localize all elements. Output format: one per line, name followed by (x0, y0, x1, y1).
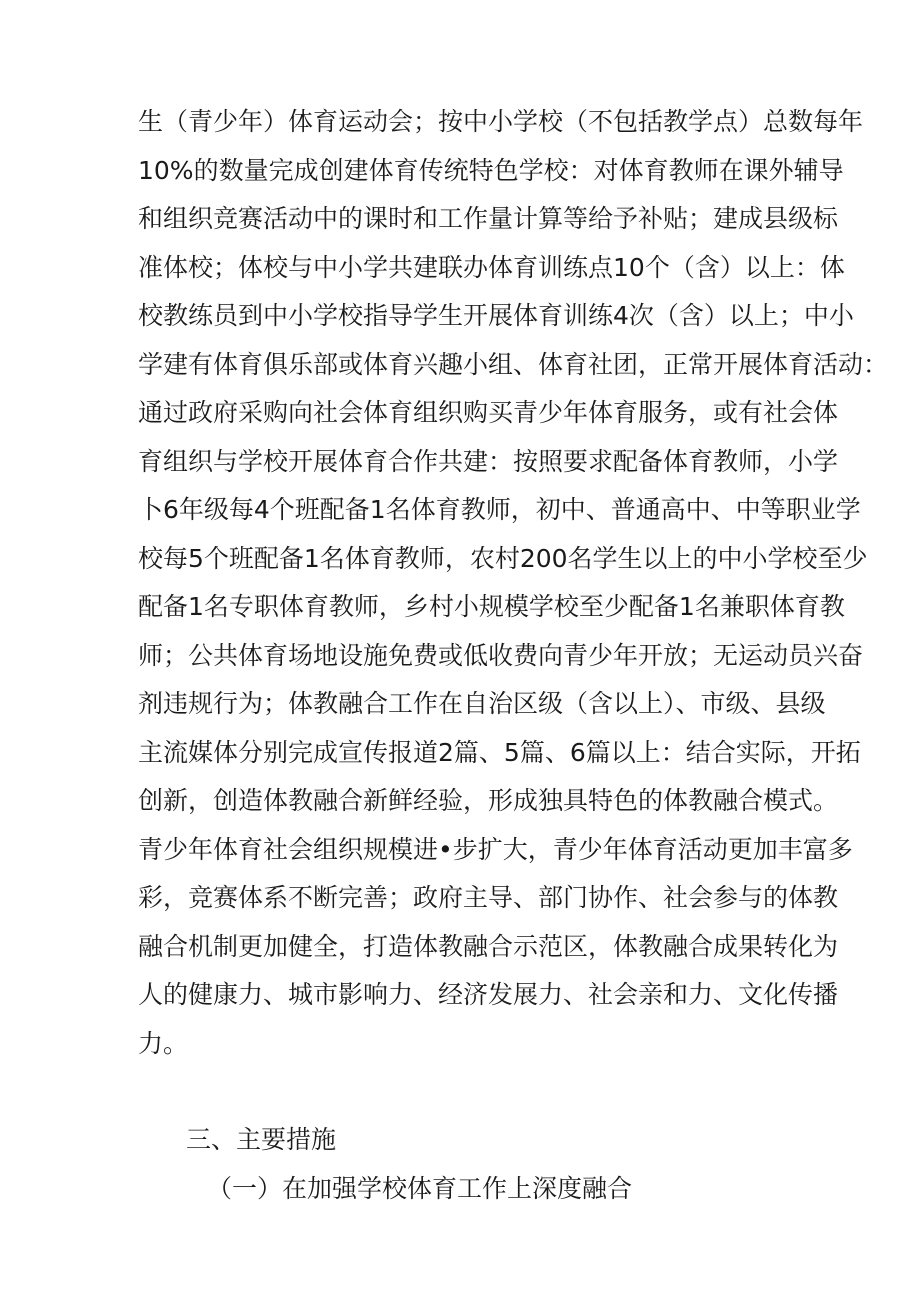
paragraph-line: 人的健康力、城市影响力、经济发展力、社会亲和力、文化传播 (138, 980, 839, 1009)
paragraph-line: 剂违规行为；体教融合工作在自治区级（含以上）、市级、县级 (138, 689, 826, 718)
body-paragraph (138, 98, 889, 1068)
paragraph-line: 卜6年级每4个班配备1名体育教师，初中、普通高中、中等职业学 (138, 495, 861, 524)
paragraph-line: 和组织竞赛活动中的课时和工作量计算等给予补贴；建成县级标 (138, 204, 839, 233)
paragraph-line: 彩，竞赛体系不断完善；政府主导、部门协作、社会参与的体教 (138, 883, 839, 912)
paragraph-line: 校每5个班配备1名体育教师，农村200名学生以上的中小学校至少 (138, 543, 868, 573)
paragraph-line: 力。 (138, 1028, 189, 1058)
paragraph-line: 10%的数量完成创建体育传统特色学校：对体育教师在课外辅导 (138, 155, 844, 185)
section-heading: 三、主要措施 (186, 1125, 337, 1154)
paragraph-line: 学建有体育俱乐部或体育兴趣小组、体育社团，正常开展体育活动： (138, 349, 889, 379)
paragraph-line: 生（青少年）体育运动会；按中小学校（不包括教学点）总数每年 (138, 107, 864, 136)
paragraph-line: 配备1名专职体育教师，乡村小规模学校至少配备1名兼职体育教 (138, 592, 845, 621)
paragraph-line: 校教练员到中小学校指导学生开展体育训练4次（含）以上；中小 (138, 301, 854, 330)
paragraph-line: 主流媒体分别完成宣传报道2篇、5篇、6篇以上：结合实际，开拓 (138, 737, 861, 767)
paragraph-line: 师；公共体育场地设施免费或低收费向青少年开放；无运动员兴奋 (138, 640, 864, 670)
subsection-heading: （一）在加强学校体育工作上深度融合 (207, 1174, 633, 1203)
paragraph-line: 创新，创造体教融合新鲜经验，形成独具特色的体教融合模式。 (138, 786, 839, 815)
paragraph-line: 育组织与学校开展体育合作共建：按照要求配备体育教师，小学 (138, 446, 839, 476)
paragraph-line: 融合机制更加健全，打造体教融合示范区，体教融合成果转化为 (138, 931, 839, 961)
paragraph-line: 通过政府采购向社会体育组织购买青少年体育服务，或有社会体 (138, 398, 839, 427)
paragraph-line: 青少年体育社会组织规模进•步扩大，青少年体育活动更加丰富多 (138, 834, 853, 864)
paragraph-line: 准体校；体校与中小学共建联办体育训练点10个（含）以上：体 (138, 252, 845, 282)
